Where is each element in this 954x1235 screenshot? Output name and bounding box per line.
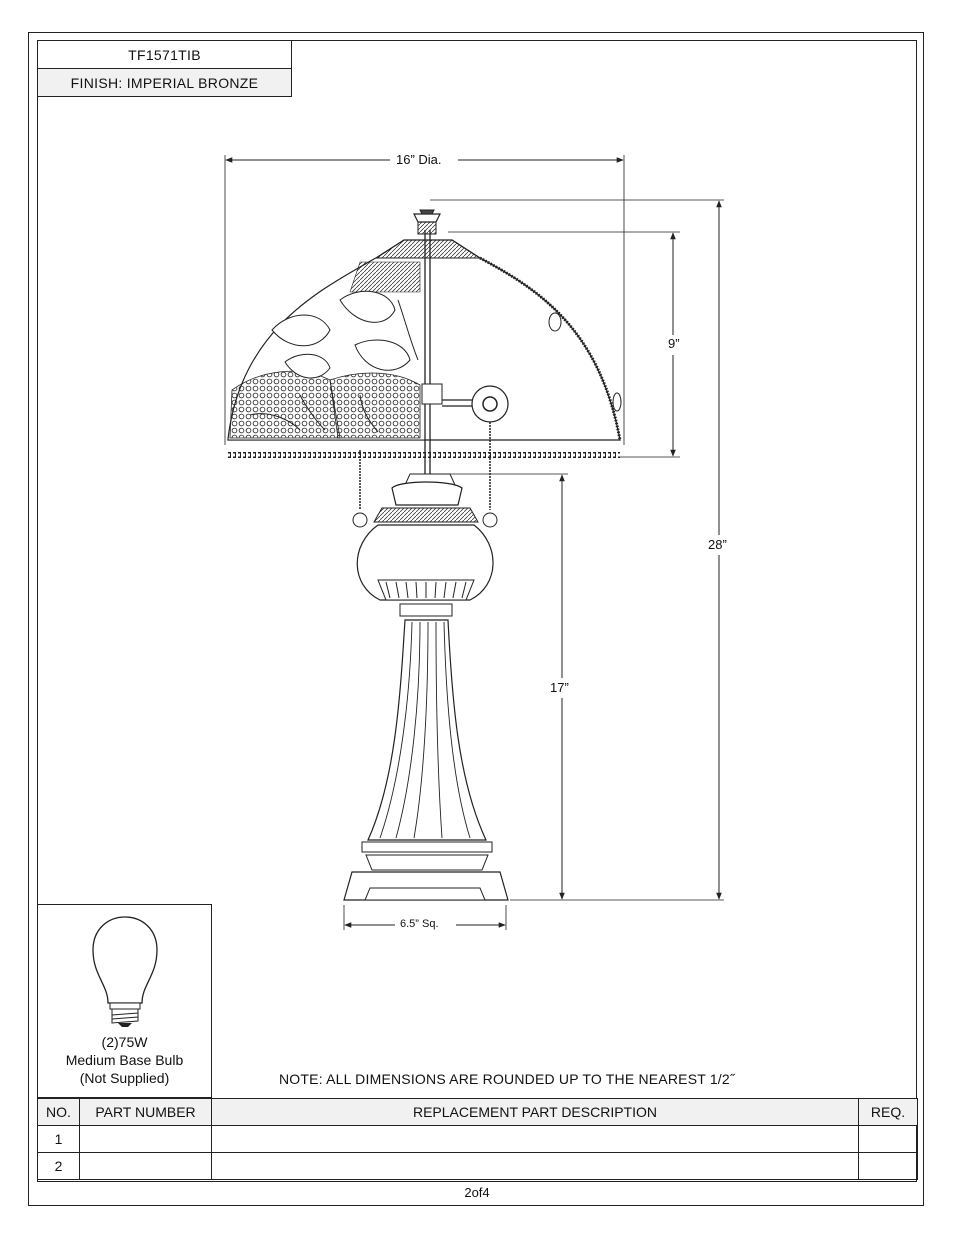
header-description: REPLACEMENT PART DESCRIPTION: [212, 1099, 859, 1126]
row-req: [859, 1126, 918, 1153]
table-row: [38, 1153, 918, 1180]
diameter-label: 16” Dia.: [393, 152, 445, 167]
header-no: NO.: [38, 1099, 80, 1126]
row-part-number: [80, 1153, 212, 1180]
header-req: REQ.: [859, 1099, 918, 1126]
bulb-type: Medium Base Bulb: [65, 1052, 184, 1068]
model-number: TF1571TIB: [37, 40, 292, 69]
dimension-note: NOTE: ALL DIMENSIONS ARE ROUNDED UP TO THE NEAREST 1/2˝: [279, 1071, 735, 1087]
bulb-supply-note: (Not Supplied): [79, 1070, 170, 1086]
lamp-shade: [228, 230, 621, 480]
row-part-number: [80, 1126, 212, 1153]
base-square-label: 6.5” Sq.: [397, 918, 442, 930]
parts-table: [37, 1098, 918, 1180]
row-no: 1: [38, 1126, 80, 1153]
row-no: 2: [38, 1153, 80, 1180]
row-req: [859, 1153, 918, 1180]
row-description: [212, 1126, 859, 1153]
row-description: [212, 1153, 859, 1180]
bulb-spec: [38, 1033, 211, 1087]
bulb-icon: [38, 905, 213, 1030]
base-height-label: 17”: [547, 680, 572, 695]
lamp-base: [344, 474, 508, 900]
overall-height-label: 28”: [705, 537, 730, 552]
header-part-number: PART NUMBER: [80, 1099, 212, 1126]
bulb-box: [37, 904, 212, 1098]
table-row: [38, 1126, 918, 1153]
table-header-row: [38, 1099, 918, 1126]
page-number: 2of4: [464, 1185, 490, 1200]
bulb-wattage: (2)75W: [101, 1034, 148, 1050]
finial: [414, 210, 440, 234]
shade-height-label: 9”: [665, 336, 683, 351]
finish-label: FINISH: IMPERIAL BRONZE: [37, 68, 292, 97]
